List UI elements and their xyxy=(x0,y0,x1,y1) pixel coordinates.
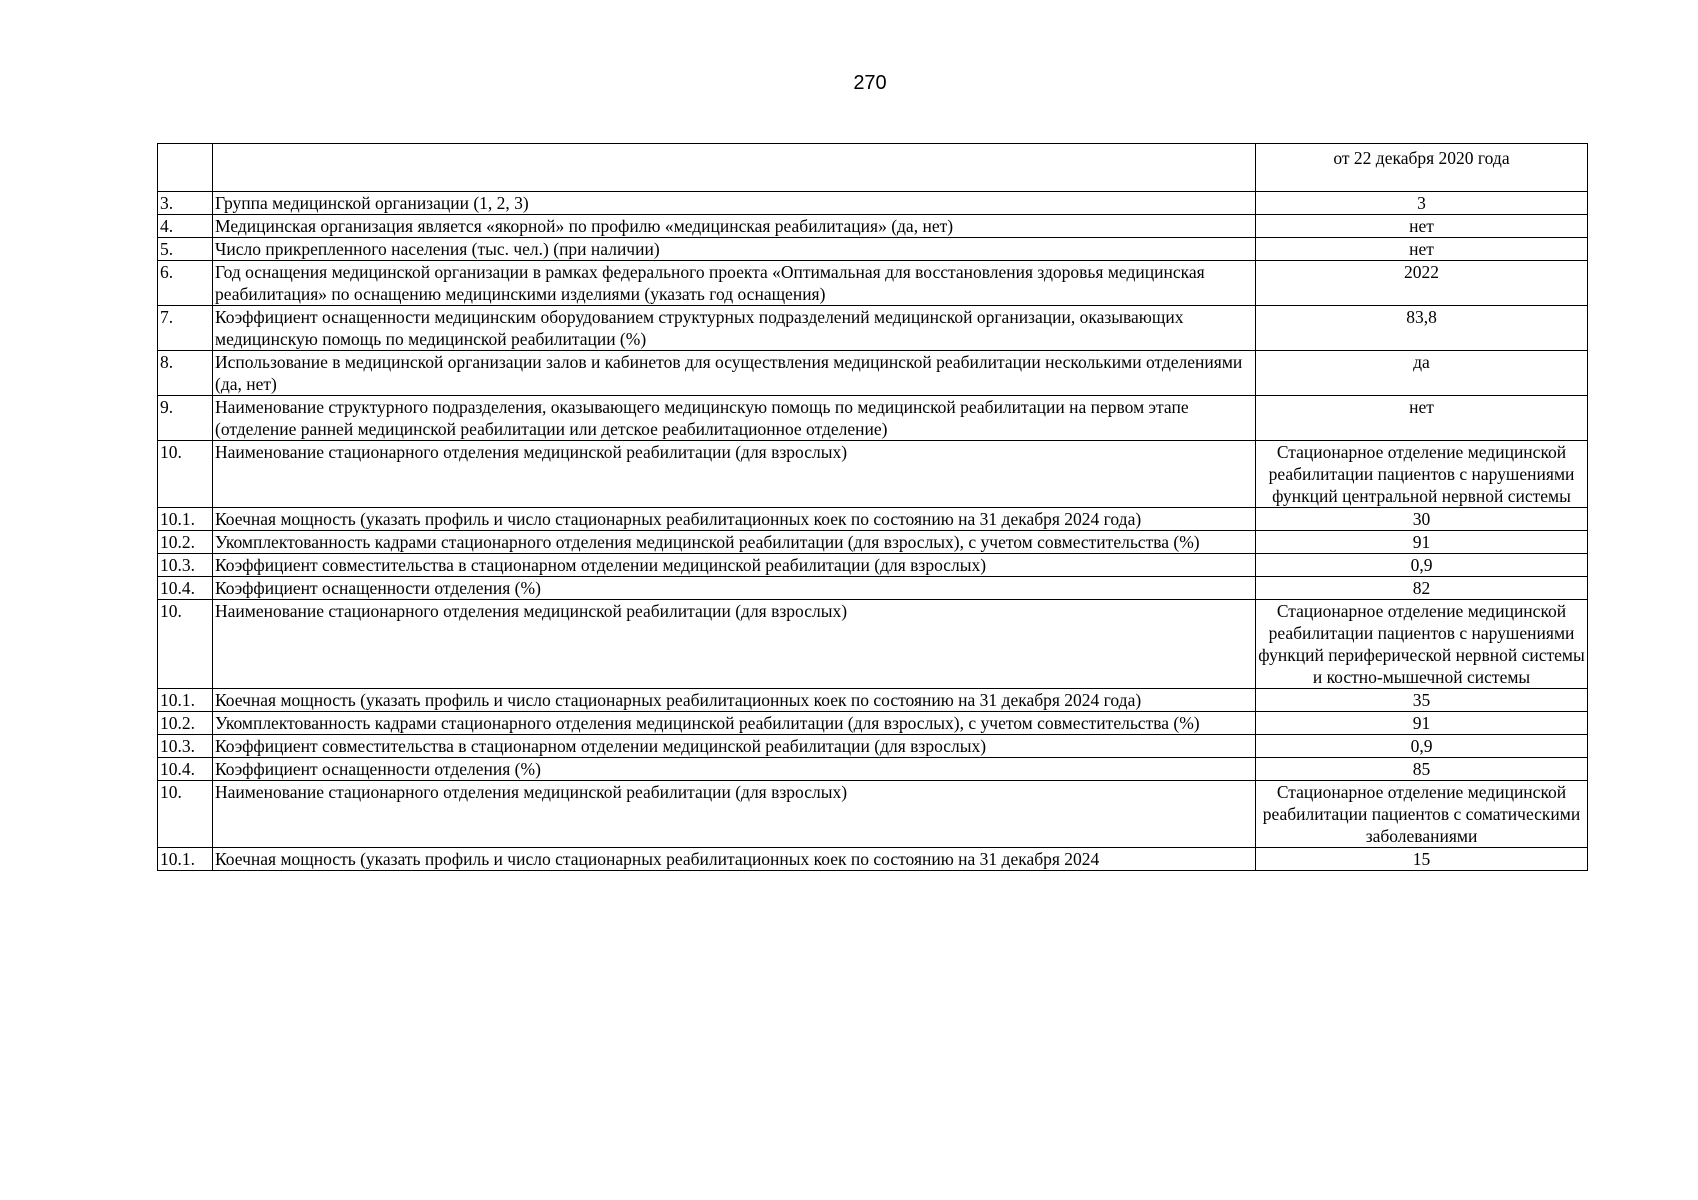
row-number: 8. xyxy=(158,351,213,396)
page-number: 270 xyxy=(853,72,887,94)
table-row xyxy=(158,261,1588,306)
table-row xyxy=(158,531,1588,554)
table-row xyxy=(158,396,1588,441)
row-number: 9. xyxy=(158,396,213,441)
table-row xyxy=(158,306,1588,351)
table-row xyxy=(158,735,1588,758)
row-value: нет xyxy=(1256,238,1588,261)
table-row xyxy=(158,689,1588,712)
row-name: Коэффициент оснащенности медицинским оборудованием структурных подразделений медицинской организации, оказывающих медицинскую помощь по медицинской реабилитации (%) xyxy=(213,306,1256,351)
row-value: 91 xyxy=(1256,531,1588,554)
table-row xyxy=(158,758,1588,781)
row-value: 82 xyxy=(1256,577,1588,600)
row-value: 15 xyxy=(1256,848,1588,871)
header-name-cell xyxy=(213,144,1256,192)
row-value: 83,8 xyxy=(1256,306,1588,351)
row-number: 10.3. xyxy=(158,554,213,577)
row-value: 35 xyxy=(1256,689,1588,712)
row-number: 10.4. xyxy=(158,577,213,600)
row-name: Медицинская организация является «якорной» по профилю «медицинская реабилитация» (да, нет) xyxy=(213,215,1256,238)
row-name: Использование в медицинской организации залов и кабинетов для осуществления медицинской реабилитации несколькими отделениями (да, нет) xyxy=(213,351,1256,396)
row-name: Наименование стационарного отделения медицинской реабилитации (для взрослых) xyxy=(213,781,1256,848)
row-name: Наименование стационарного отделения медицинской реабилитации (для взрослых) xyxy=(213,600,1256,689)
table-row xyxy=(158,577,1588,600)
row-value: 0,9 xyxy=(1256,735,1588,758)
table-row xyxy=(158,192,1588,215)
row-name: Укомплектованность кадрами стационарного отделения медицинской реабилитации (для взрослых), с учетом совместительства (%) xyxy=(213,531,1256,554)
row-value: нет xyxy=(1256,215,1588,238)
table-row xyxy=(158,712,1588,735)
row-name: Наименование стационарного отделения медицинской реабилитации (для взрослых) xyxy=(213,441,1256,508)
row-number: 10.4. xyxy=(158,758,213,781)
row-value: Стационарное отделение медицинской реабилитации пациентов с нарушениями функций периферической нервной системы и костно-мышечной системы xyxy=(1256,600,1588,689)
row-value: 0,9 xyxy=(1256,554,1588,577)
data-table xyxy=(157,143,1588,871)
table-row xyxy=(158,600,1588,689)
row-name: Коэффициент совместительства в стационарном отделении медицинской реабилитации (для взрослых) xyxy=(213,554,1256,577)
row-number: 7. xyxy=(158,306,213,351)
row-value: 2022 xyxy=(1256,261,1588,306)
row-value: 85 xyxy=(1256,758,1588,781)
row-number: 3. xyxy=(158,192,213,215)
row-name: Наименование структурного подразделения, оказывающего медицинскую помощь по медицинской реабилитации на первом этапе (отделение ранней медицинской реабилитации или детское реабилитационное отделение) xyxy=(213,396,1256,441)
row-number: 5. xyxy=(158,238,213,261)
row-value: 91 xyxy=(1256,712,1588,735)
row-name: Укомплектованность кадрами стационарного отделения медицинской реабилитации (для взрослых), с учетом совместительства (%) xyxy=(213,712,1256,735)
row-number: 10.3. xyxy=(158,735,213,758)
row-name: Год оснащения медицинской организации в рамках федерального проекта «Оптимальная для восстановления здоровья медицинская реабилитация» по оснащению медицинскими изделиями (указать год оснащения) xyxy=(213,261,1256,306)
row-value: Стационарное отделение медицинской реабилитации пациентов с соматическими заболеваниями xyxy=(1256,781,1588,848)
table-row xyxy=(158,781,1588,848)
header-num-cell xyxy=(158,144,213,192)
row-name: Коэффициент оснащенности отделения (%) xyxy=(213,758,1256,781)
row-value: 3 xyxy=(1256,192,1588,215)
row-number: 10.1. xyxy=(158,689,213,712)
row-name: Число прикрепленного населения (тыс. чел.) (при наличии) xyxy=(213,238,1256,261)
table-header-row xyxy=(158,144,1588,192)
row-name: Коэффициент оснащенности отделения (%) xyxy=(213,577,1256,600)
row-number: 10. xyxy=(158,441,213,508)
row-name: Группа медицинской организации (1, 2, 3) xyxy=(213,192,1256,215)
row-name: Коечная мощность (указать профиль и число стационарных реабилитационных коек по состоянию на 31 декабря 2024 года) xyxy=(213,689,1256,712)
table-row xyxy=(158,848,1588,871)
row-number: 6. xyxy=(158,261,213,306)
row-number: 10.1. xyxy=(158,508,213,531)
table-row xyxy=(158,351,1588,396)
row-number: 10.2. xyxy=(158,531,213,554)
table-row xyxy=(158,508,1588,531)
header-date-cell: от 22 декабря 2020 года xyxy=(1256,144,1588,192)
row-name: Коечная мощность (указать профиль и число стационарных реабилитационных коек по состоянию на 31 декабря 2024 xyxy=(213,848,1256,871)
row-number: 10. xyxy=(158,781,213,848)
row-number: 10. xyxy=(158,600,213,689)
table-row xyxy=(158,238,1588,261)
row-number: 10.1. xyxy=(158,848,213,871)
table-row xyxy=(158,554,1588,577)
table-row xyxy=(158,215,1588,238)
row-value: да xyxy=(1256,351,1588,396)
row-number: 4. xyxy=(158,215,213,238)
table-row xyxy=(158,441,1588,508)
row-name: Коечная мощность (указать профиль и число стационарных реабилитационных коек по состоянию на 31 декабря 2024 года) xyxy=(213,508,1256,531)
row-value: Стационарное отделение медицинской реабилитации пациентов с нарушениями функций центральной нервной системы xyxy=(1256,441,1588,508)
row-name: Коэффициент совместительства в стационарном отделении медицинской реабилитации (для взрослых) xyxy=(213,735,1256,758)
row-value: нет xyxy=(1256,396,1588,441)
row-number: 10.2. xyxy=(158,712,213,735)
row-value: 30 xyxy=(1256,508,1588,531)
